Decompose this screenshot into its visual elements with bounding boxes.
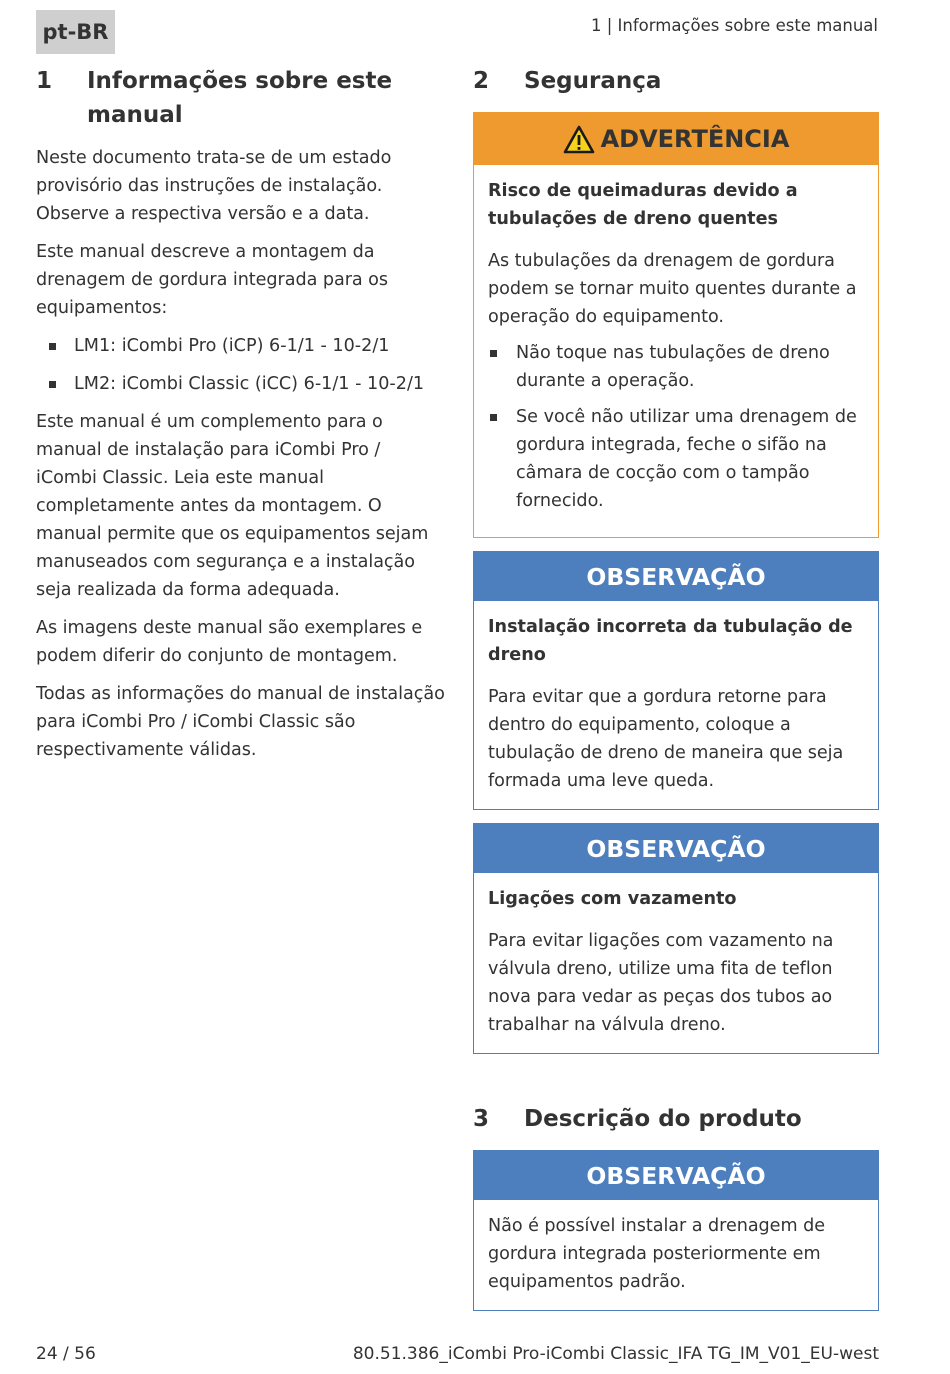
note-header: OBSERVAÇÃO [474, 824, 878, 873]
section-title: Descrição do produto [524, 1106, 802, 1132]
right-column [473, 64, 879, 1311]
list-item-text: Se você não utilizar uma drenagem de gordura integrada, feche o sifão na câmara de cocção com o tampão fornecido. [516, 407, 857, 511]
warning-lead: Risco de queimaduras devido a tubulações de dreno quentes [488, 181, 798, 229]
paragraph: Neste documento trata-se de um estado provisório das instruções de instalação. Observe a respectiva versão e a data. [36, 148, 392, 224]
list-item [488, 403, 864, 515]
page-number: 24 / 56 [36, 1344, 96, 1364]
bullet-list [36, 332, 446, 398]
note-body [474, 1200, 878, 1310]
note-body [474, 601, 878, 809]
warning-text: As tubulações da drenagem de gordura podem se tornar muito quentes durante a operação do equipamento. [488, 251, 857, 327]
note-box [473, 823, 879, 1054]
paragraph: Este manual é um complemento para o manual de instalação para iCombi Pro / iCombi Classic. Leia este manual completamente antes da montagem. O manual permite que os equipamentos sejam manuseados com segurança e a instalação seja realizada da forma adequada. [36, 412, 429, 600]
note-text: Para evitar ligações com vazamento na válvula dreno, utilize uma fita de teflon nova para vedar as peças dos tubos ao trabalhar na válvula dreno. [488, 931, 834, 1035]
paragraph: Este manual descreve a montagem da drenagem de gordura integrada para os equipamentos: [36, 242, 388, 318]
list-item-text: LM1: iCombi Pro (iCP) 6-1/1 - 10-2/1 [74, 336, 390, 356]
warning-box [473, 112, 879, 538]
running-head: 1 | Informações sobre este manual [590, 16, 878, 35]
section-1-heading [36, 64, 446, 132]
section-number: 3 [473, 1106, 490, 1132]
language-tag: pt-BR [36, 10, 115, 54]
left-column [36, 64, 446, 764]
paragraph: Todas as informações do manual de instalação para iCombi Pro / iCombi Classic são respectivamente válidas. [36, 684, 445, 760]
note-text: Para evitar que a gordura retorne para dentro do equipamento, coloque a tubulação de dreno de maneira que seja formada uma leve queda. [488, 687, 844, 791]
list-item-text: Não toque nas tubulações de dreno durante a operação. [516, 343, 830, 391]
list-item [36, 332, 446, 360]
note-box [473, 551, 879, 810]
list-item [488, 339, 864, 395]
warning-heading: ADVERTÊNCIA [600, 125, 790, 153]
warning-bullets [488, 339, 864, 515]
list-item [36, 370, 446, 398]
warning-triangle-icon [563, 125, 595, 154]
section-title: Segurança [524, 68, 662, 94]
bullet-icon [49, 343, 56, 350]
section-3-heading [473, 1102, 879, 1136]
note-lead: Ligações com vazamento [488, 889, 737, 909]
note-body [474, 873, 878, 1053]
list-item-text: LM2: iCombi Classic (iCC) 6-1/1 - 10-2/1 [74, 374, 425, 394]
note-text: Não é possível instalar a drenagem de gordura integrada posteriormente em equipamentos padrão. [488, 1216, 825, 1292]
note-box [473, 1150, 879, 1311]
warning-header [474, 113, 878, 165]
section-2-heading [473, 64, 879, 98]
note-header: OBSERVAÇÃO [474, 552, 878, 601]
bullet-icon [490, 350, 497, 357]
section-title: Informações sobre este manual [87, 68, 393, 128]
warning-body [474, 165, 878, 537]
paragraph: As imagens deste manual são exemplares e podem diferir do conjunto de montagem. [36, 618, 423, 666]
section-number: 2 [473, 68, 490, 94]
note-header: OBSERVAÇÃO [474, 1151, 878, 1200]
bullet-icon [490, 414, 497, 421]
document-id: 80.51.386_iCombi Pro-iCombi Classic_IFA TG_IM_V01_EU-west [352, 1344, 879, 1364]
section-number: 1 [36, 68, 53, 94]
note-lead: Instalação incorreta da tubulação de dreno [488, 617, 853, 665]
bullet-icon [49, 381, 56, 388]
